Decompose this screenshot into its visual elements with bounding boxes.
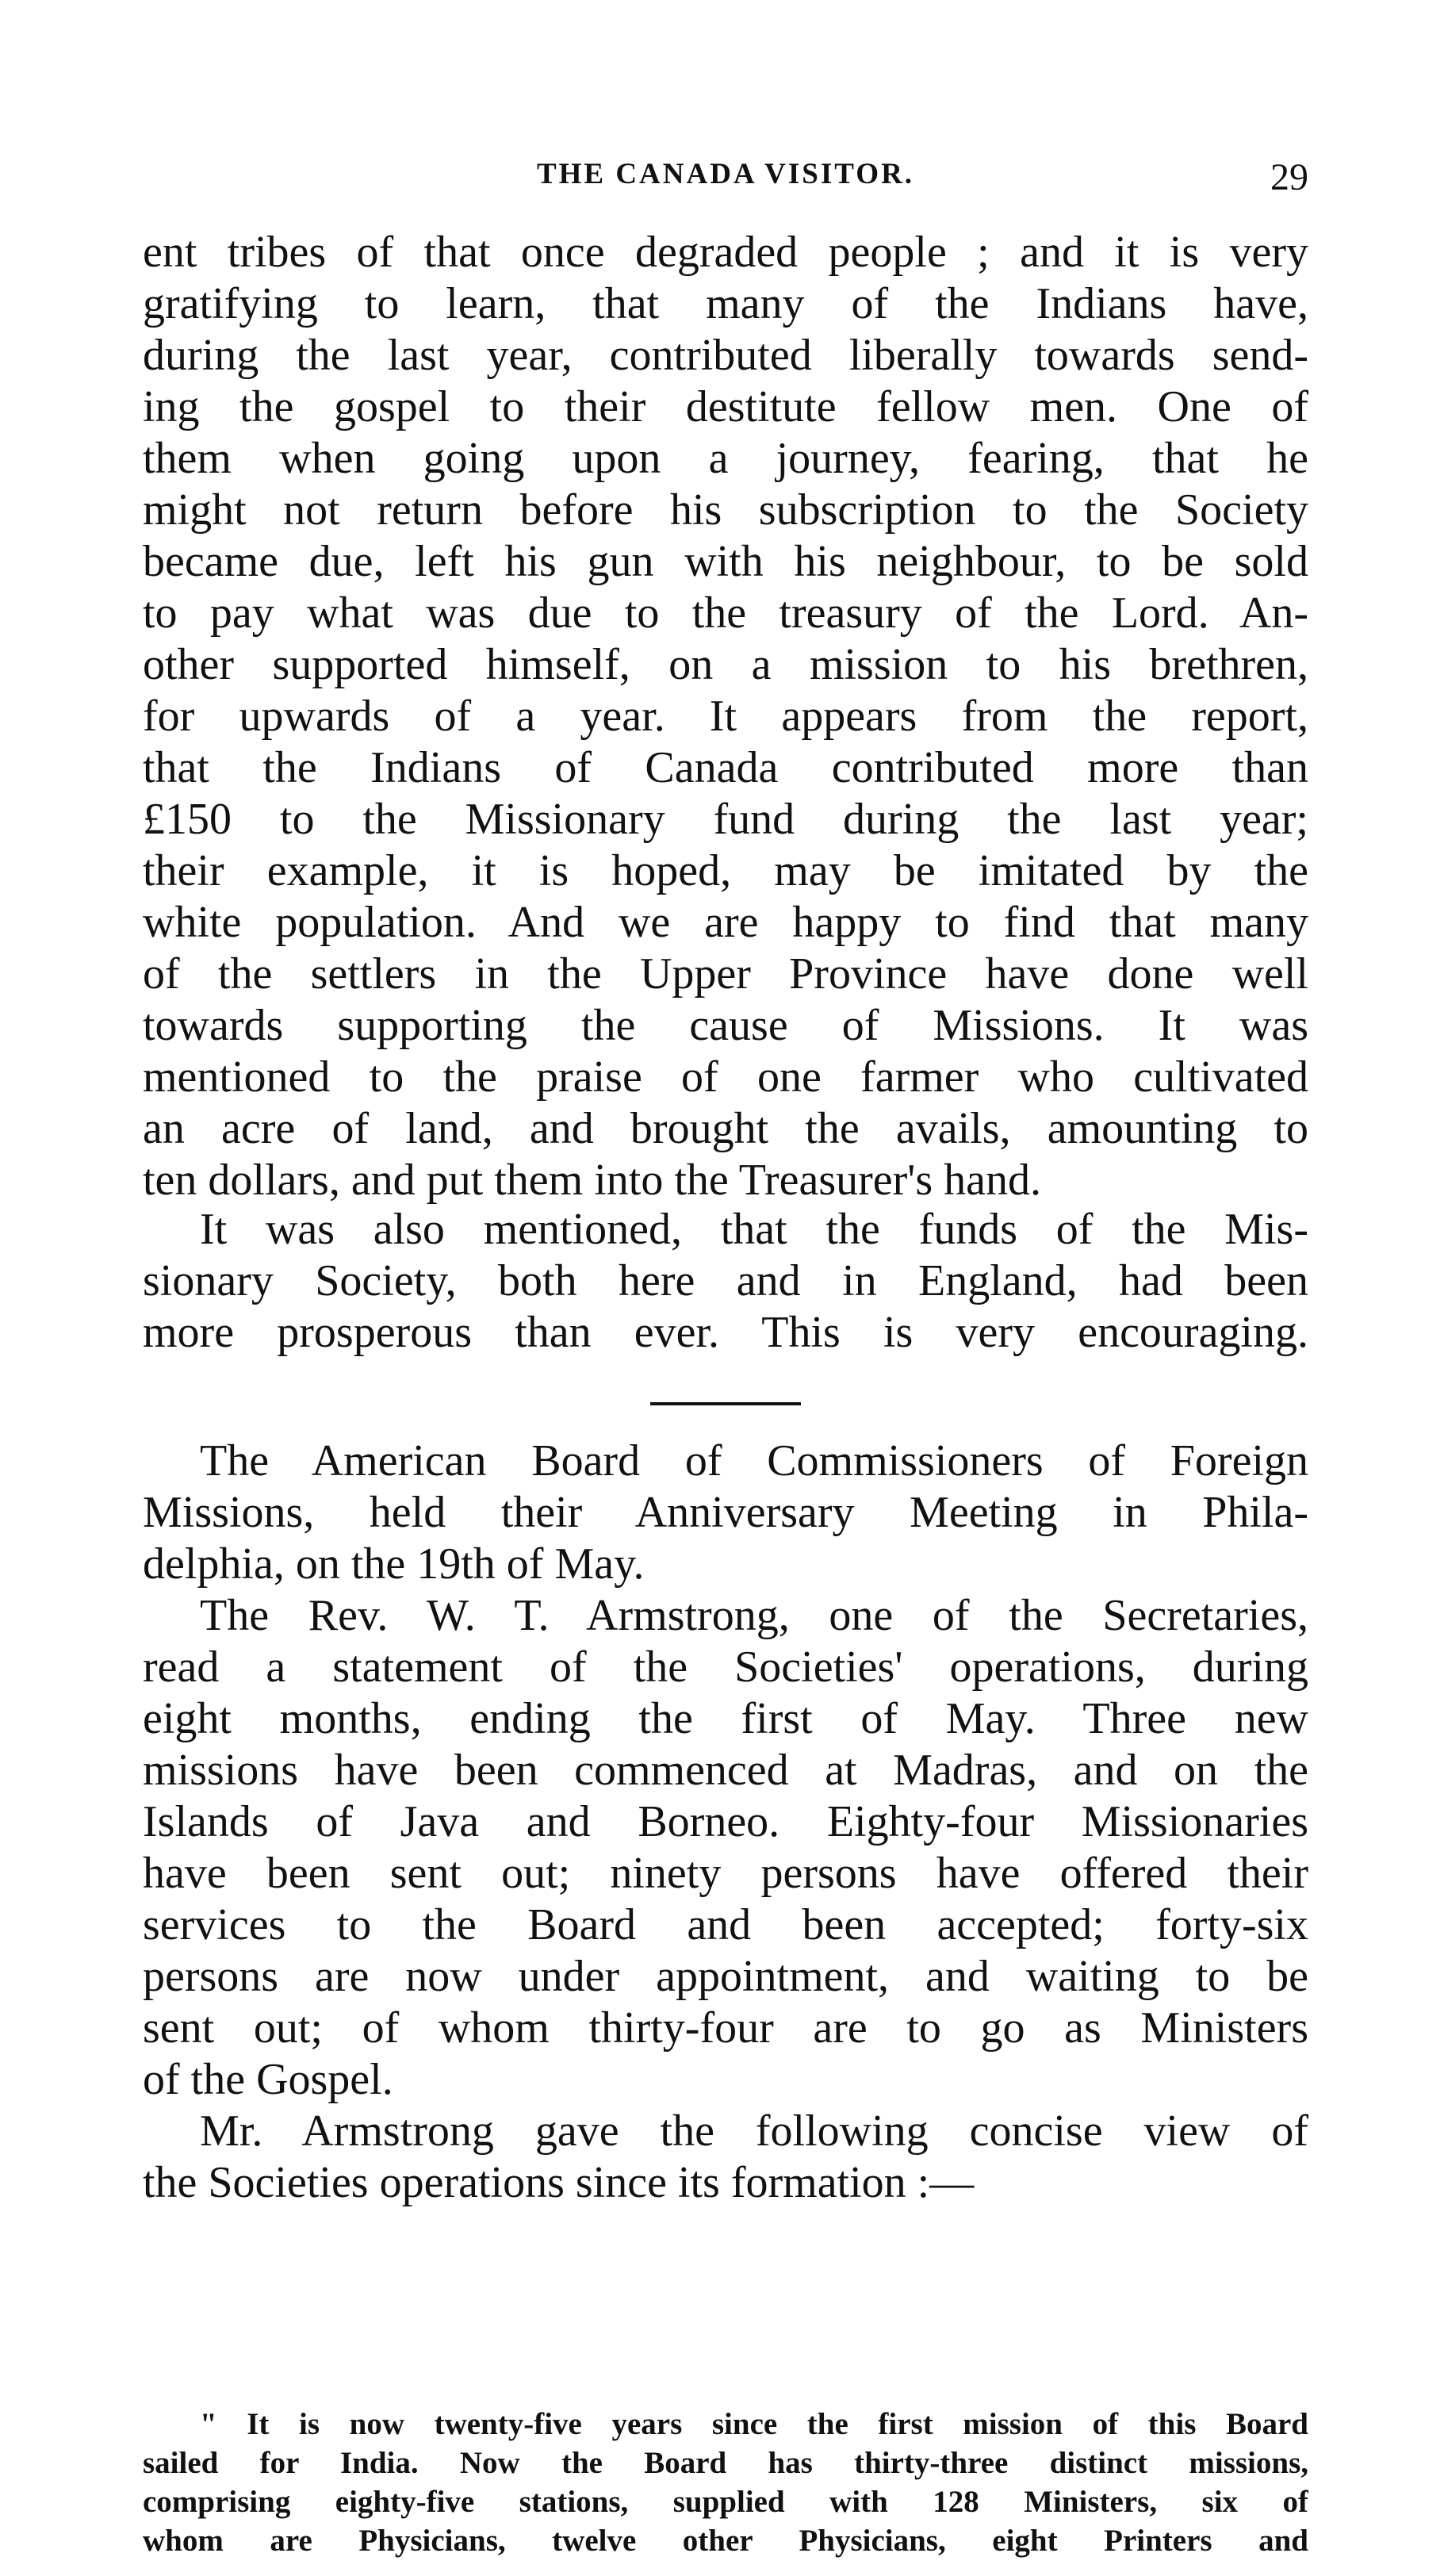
quote-line: " It is now twenty-five years since the first mission of this Board xyxy=(200,2407,1308,2441)
text-line: gratifying to learn, that many of the Indians have, xyxy=(143,279,1308,328)
text-line: sionary Society, both here and in England, had been xyxy=(143,1256,1308,1305)
text-line: £150 to the Missionary fund during the last year; xyxy=(143,795,1308,844)
text-line: more prosperous than ever. This is very encouraging. xyxy=(143,1308,1308,1357)
text-line: The American Board of Commissioners of Foreign xyxy=(200,1436,1308,1485)
text-line: ten dollars, and put them into the Treasurer's hand. xyxy=(143,1156,1042,1205)
section-divider xyxy=(650,1402,801,1405)
text-line: have been sent out; ninety persons have offered their xyxy=(143,1849,1308,1898)
text-line: services to the Board and been accepted; forty-six xyxy=(143,1900,1308,1949)
text-line: that the Indians of Canada contributed more than xyxy=(143,743,1308,792)
text-line: sent out; of whom thirty-four are to go as Ministers xyxy=(143,2003,1308,2053)
block-quote xyxy=(143,2405,1308,2560)
text-line: might not return before his subscription to the Society xyxy=(143,485,1308,535)
text-line: The Rev. W. T. Armstrong, one of the Secretaries, xyxy=(200,1591,1308,1640)
text-line: their example, it is hoped, may be imitated by the xyxy=(143,846,1308,895)
page-number: 29 xyxy=(1270,156,1308,198)
text-line: the Societies operations since its formation :— xyxy=(143,2158,975,2207)
text-line: of the settlers in the Upper Province have done well xyxy=(143,949,1308,999)
text-line: became due, left his gun with his neighbour, to be sold xyxy=(143,537,1308,586)
paragraph xyxy=(143,227,1308,1206)
quote-line: sailed for India. Now the Board has thirty-three distinct missions, xyxy=(143,2446,1308,2480)
quote-line: comprising eighty-five stations, supplied with 128 Ministers, six of xyxy=(143,2485,1308,2519)
text-line: for upwards of a year. It appears from the report, xyxy=(143,692,1308,741)
text-line: mentioned to the praise of one farmer who cultivated xyxy=(143,1052,1308,1102)
text-line: persons are now under appointment, and waiting to be xyxy=(143,1952,1308,2001)
text-line: towards supporting the cause of Missions. It was xyxy=(143,1001,1308,1050)
text-line: eight months, ending the first of May. Three new xyxy=(143,1694,1308,1743)
text-line: It was also mentioned, that the funds of the Mis- xyxy=(200,1205,1308,1254)
text-line: delphia, on the 19th of May. xyxy=(143,1539,645,1589)
text-block-top xyxy=(143,227,1308,1206)
running-head xyxy=(143,157,1308,205)
text-line: read a statement of the Societies' operations, during xyxy=(143,1643,1308,1692)
paragraph xyxy=(143,1590,1308,2106)
text-line: Missions, held their Anniversary Meeting in Phila- xyxy=(143,1488,1308,1537)
text-line: during the last year, contributed liberally towards send- xyxy=(143,331,1308,380)
text-line: them when going upon a journey, fearing, that he xyxy=(143,434,1308,483)
paragraph xyxy=(143,2106,1308,2209)
text-line: missions have been commenced at Madras, and on the xyxy=(143,1746,1308,1795)
running-title: THE CANADA VISITOR. xyxy=(536,158,915,190)
text-block-funds xyxy=(143,1204,1308,1359)
text-line: to pay what was due to the treasury of the Lord. An- xyxy=(143,588,1308,638)
text-line: an acre of land, and brought the avails, amounting to xyxy=(143,1104,1308,1153)
paragraph xyxy=(143,1204,1308,1359)
text-line: other supported himself, on a mission to his brethren, xyxy=(143,640,1308,689)
paragraph xyxy=(143,1436,1308,1590)
text-line: ent tribes of that once degraded people ; and it is very xyxy=(143,228,1308,277)
quote-line: whom are Physicians, twelve other Physicians, eight Printers and xyxy=(143,2524,1308,2558)
text-line: Mr. Armstrong gave the following concise view of xyxy=(200,2106,1308,2156)
text-line: white population. And we are happy to find that many xyxy=(143,898,1308,947)
text-block-american-board xyxy=(143,1436,1308,2209)
text-line: of the Gospel. xyxy=(143,2055,393,2104)
text-line: ing the gospel to their destitute fellow men. One of xyxy=(143,382,1308,431)
text-line: Islands of Java and Borneo. Eighty-four Missionaries xyxy=(143,1797,1308,1846)
